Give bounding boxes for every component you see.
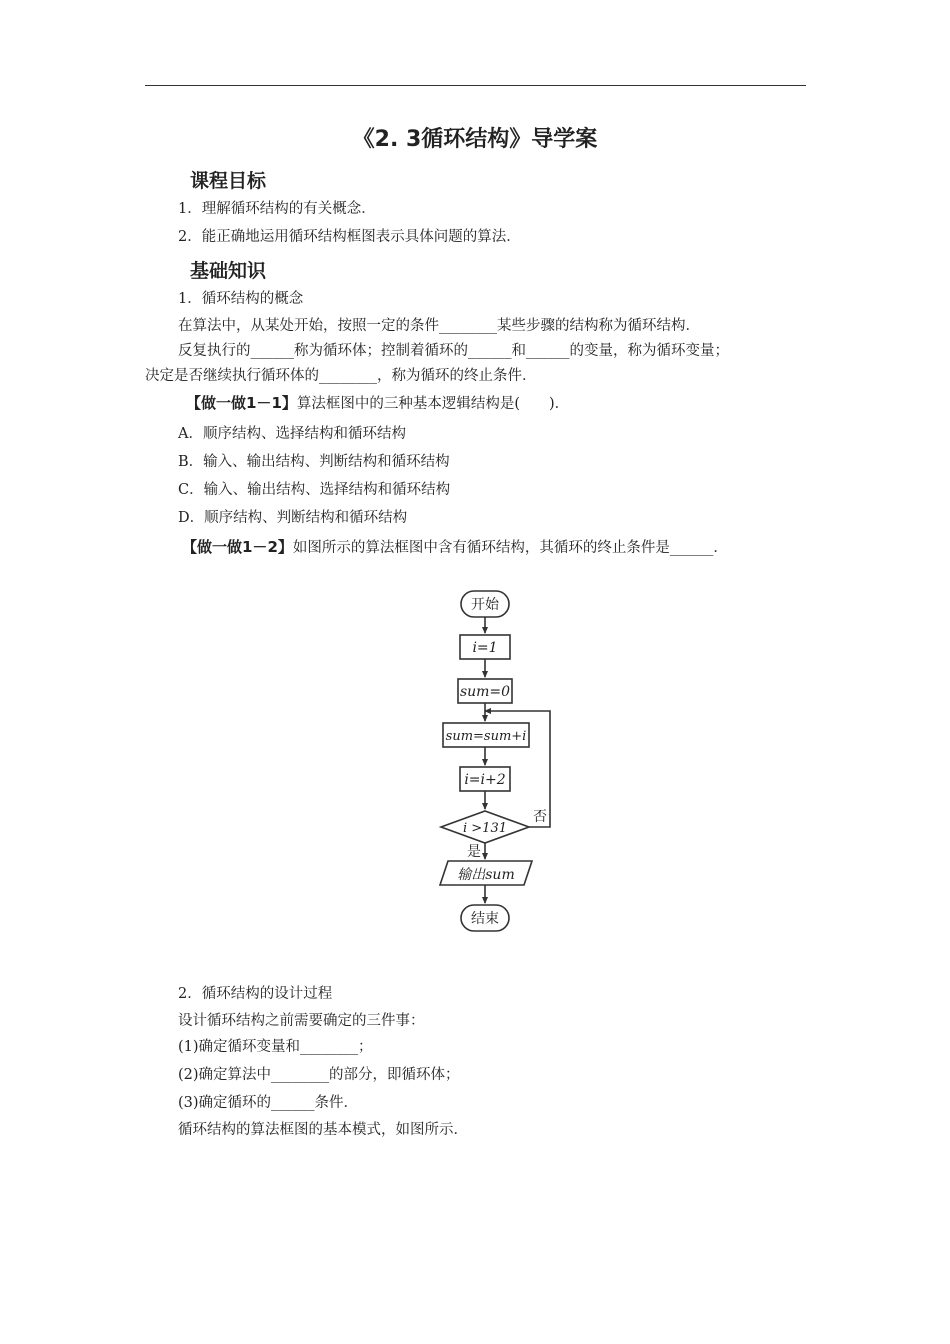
loop-flowchart xyxy=(430,585,570,935)
concept-heading: 1．循环结构的概念 xyxy=(178,291,304,307)
page-title: 《2. 3循环结构》导学案 xyxy=(352,127,598,152)
design-heading: 2．循环结构的设计过程 xyxy=(178,986,333,1002)
goal-item-1: 1．理解循环结构的有关概念． xyxy=(178,201,376,217)
exercise1-text: 算法框图中的三种基本逻辑结构是( )． xyxy=(296,396,570,412)
exercise1-tag: 【做一做1－1】 xyxy=(186,394,297,412)
no-label: 否 xyxy=(533,809,547,825)
init-sum-label: sum=0 xyxy=(459,684,511,700)
exercise2-text: 如图所示的算法框图中含有循环结构，其循环的终止条件是______． xyxy=(292,540,728,556)
concept-line-3: 决定是否继续执行循环体的________，称为循环的终止条件． xyxy=(145,368,537,384)
output-label: 输出sum xyxy=(457,867,515,883)
goal-item-2: 2．能正确地运用循环结构框图表示具体问题的算法． xyxy=(178,229,521,245)
condition-label: i >131 xyxy=(463,821,507,836)
design-item-2: (2)确定算法中________的部分，即循环体； xyxy=(178,1067,460,1083)
design-intro: 设计循环结构之前需要确定的三件事： xyxy=(178,1013,425,1029)
exercise1-option-a: A．顺序结构、选择结构和循环结构 xyxy=(178,426,406,442)
design-closing: 循环结构的算法框图的基本模式，如图所示． xyxy=(178,1122,468,1138)
accumulate-label: sum=sum+i xyxy=(445,729,527,744)
exercise1-option-c: C．输入、输出结构、选择结构和循环结构 xyxy=(178,482,451,498)
exercise2-question xyxy=(182,537,728,558)
exercise1-option-b: B．输入、输出结构、判断结构和循环结构 xyxy=(178,454,450,470)
header-rule xyxy=(145,85,806,86)
increment-label: i=i+2 xyxy=(464,772,506,788)
exercise1-question xyxy=(186,393,569,414)
design-item-3: (3)确定循环的______条件． xyxy=(178,1095,359,1111)
yes-label: 是 xyxy=(467,844,481,860)
concept-line-1: 在算法中，从某处开始，按照一定的条件________某些步骤的结构称为循环结构． xyxy=(178,318,700,334)
exercise2-tag: 【做一做1－2】 xyxy=(182,538,293,556)
init-i-label: i=1 xyxy=(472,640,498,656)
exercise1-option-d: D．顺序结构、判断结构和循环结构 xyxy=(178,510,408,526)
basics-heading: 基础知识 xyxy=(190,260,267,282)
design-item-1: (1)确定循环变量和________； xyxy=(178,1039,373,1055)
concept-line-2: 反复执行的______称为循环体；控制着循环的______和______的变量，称为循环变量； xyxy=(178,343,729,359)
end-label: 结束 xyxy=(471,911,499,927)
start-label: 开始 xyxy=(471,597,499,613)
goals-heading: 课程目标 xyxy=(190,170,267,192)
